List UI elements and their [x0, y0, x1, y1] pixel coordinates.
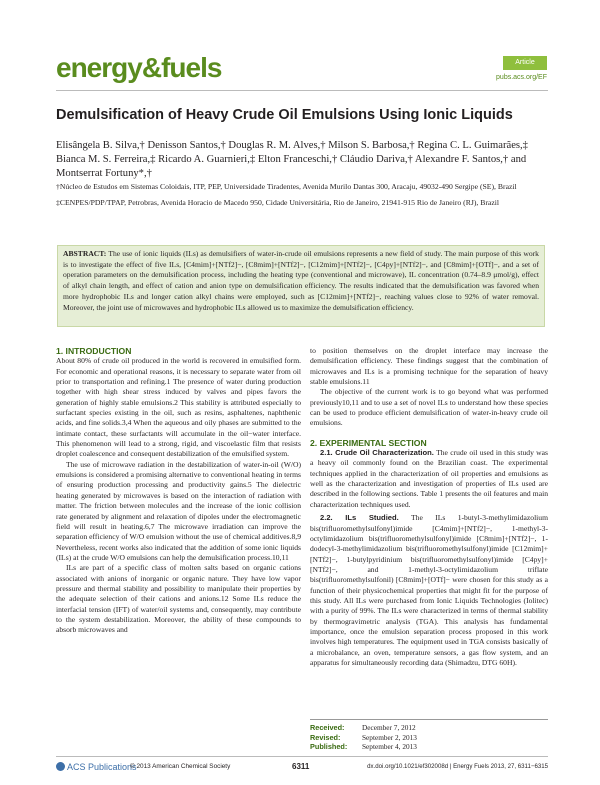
journal-logo [56, 52, 221, 84]
doi-citation[interactable]: dx.doi.org/10.1021/ef302008d | Energy Fuels 2013, 27, 6311−6315 [367, 763, 548, 770]
subsection-2-1-text: The crude oil used in this study was a heavy oil commonly found on the Brazilian coast. The experimental techniques applied in the characterization of oil properties and emulsions as well as the characterization and investigation of properties of ILs used are described in the following sections. Table 1 presents the oil features and main characterization techniques used. [310, 448, 548, 509]
subsection-2-2-label: 2.2. ILs Studied. [320, 513, 399, 523]
logo-fuels: fuels [161, 52, 222, 83]
section-experimental-heading: 2. EXPERIMENTAL SECTION [310, 437, 427, 448]
abstract-box [57, 245, 545, 327]
affiliations [56, 181, 550, 213]
intro-paragraph-1: About 80% of crude oil produced in the world is recovered in emulsified form. For economic and operational reasons, it is necessary to separate water from oil prior to transportation and refining.1 The presence of water during production together with high shear stress induced by valves and pipes favors the generation of highly stable emulsions.2 This stability is attributed especially to surfactant species existing in the oil, such as resins, asphaltenes, naphthenic acids, and fine solids.3,4 When the aqueous and oily phases are submitted to the intimate contact, these surfactants will accumulate in the oil−water interface. This phenomenon will lead to a strong, rigid, and viscoelastic film that resists droplet coalescence and consequent destabilization of the emulsified system. [56, 356, 301, 459]
date-published: Published: September 4, 2013 [310, 742, 417, 751]
date-received: Received: December 7, 2012 [310, 723, 416, 732]
date-revised: Revised: September 2, 2013 [310, 732, 417, 742]
intro-paragraph-2: The use of microwave radiation in the destabilization of water-in-oil (W/O) emulsions is considered a promising alternative to conventional heating in terms of ensuring production processing and productivity gains.5 The dielectric heating generated by microwaves is based on the interaction of radiation with matter. The friction between molecules and the increase of the ionic collision rate generated by alignment and relaxation of dipoles under the electromagnetic field will result in heating.6,7 The microwave irradiation can improve the separation efficiency of W/O emulsion without the use of chemical additives.8,9 Nevertheless, recent works also indicated that the addition of some ionic liquids (ILs) at the crude W/O emulsions can help the demulsification process.10,11 [56, 459, 301, 562]
copyright-notice: © 2013 American Chemical Society [130, 763, 231, 770]
intro-paragraph-3: ILs are part of a specific class of molten salts based on organic cations associated with anions of inorganic or organic nature. They have low vapor pressure and thermal stability and possibility to manipulate their properties by the adequate selection of their cations and anions.12 Some ILs reduce the interfacial tension (IFT) of water/oil systems and, consequently, may contribute to the system destabilization. Moreover, the ability of these compounds to absorb microwaves and [56, 563, 301, 635]
publication-dates [310, 719, 548, 752]
section-introduction-heading: 1. INTRODUCTION [56, 346, 132, 356]
paper-title: Demulsification of Heavy Crude Oil Emulsions Using Ionic Liquids [56, 107, 513, 123]
affiliation-1: †Núcleo de Estudos em Sistemas Coloidais, ITP, PEP, Universidade Tiradentes, Avenida Murilo Dantas 300, Aracaju, 49032-490 Sergipe (SE), Brazil [56, 182, 517, 191]
logo-ampersand: & [141, 52, 162, 83]
column-right [310, 346, 548, 668]
intro-paragraph-4: to position themselves on the droplet interface may increase the demulsification efficiency. These findings suggest that the combination of microwaves and ILs is a promising technique for the separation of heavy stable emulsions.11 [310, 346, 548, 387]
subsection-2-1 [310, 448, 548, 510]
author-list: Elisângela B. Silva,† Denisson Santos,† Douglas R. M. Alves,† Milson S. Barbosa,† Regina C. L. Guimarães,‡ Bianca M. S. Ferreira,‡ Ricardo A. Guarnieri,‡ Elton Franceschi,† Cláudio Dariva,† Alexandre F. Santos,† and Montserrat Fortuny*,† [56, 140, 528, 179]
abstract-text: The use of ionic liquids (ILs) as demulsifiers of water-in-crude oil emulsions represents a new field of study. The main purpose of this work is to investigate the effect of five ILs, [C4mim]+[NTf2]−, [C8mim]+[NTf2]−, [C12mim]+[NTf2]−, [C4py]+[NTf2]−, and [C8mim]+[OTf]−, and a set of operation parameters on the demulsification process, including the heating type (conventional and microwave), IL concentration (0.74–8.9 μmol/g), effect of alkyl chain length, and effect of cation and anion type on demulsification efficiency. The results indicated that the demulsification was favored when more hydrophobic ILs and longer cation alkyl chains were employed, such as [C12mim]+[NTf2]−, reaching values close to 92% of water removal. Moreover, the joint use of microwaves and hydrophobic ILs allowed us to maximize the demulsification efficiency. [63, 249, 539, 312]
page-number: 6311 [292, 762, 310, 771]
subsection-2-1-label: 2.1. Crude Oil Characterization. [320, 448, 434, 458]
intro-paragraph-5: The objective of the current work is to go beyond what was performed previously10,11 and to use a set of novel ILs to understand how these species can be used to produce efficient demulsification of water-in-heavy crude oil emulsions. [310, 387, 548, 428]
journal-url[interactable]: pubs.acs.org/EF [496, 74, 547, 81]
affiliation-2: ‡CENPES/PDP/TPAP, Petrobras, Avenida Horacio de Macedo 950, Cidade Universitária, Rio de Janeiro, 21941-915 Rio de Janeiro (RJ), Brazil [56, 198, 500, 207]
header-divider [56, 90, 548, 91]
subsection-2-2 [310, 513, 548, 668]
footer-divider [56, 756, 548, 757]
column-left [56, 346, 301, 636]
acs-logo-icon [56, 762, 65, 771]
logo-energy: energy [56, 52, 142, 83]
abstract-label: ABSTRACT: [63, 249, 107, 258]
publisher-logo: ACS Publications [56, 762, 137, 772]
subsection-2-2-text: The ILs 1-butyl-3-methylimidazolium bis(trifluoromethylsulfonyl)imide [C4mim]+[NTf2]−, 1-methyl-3-octylimidazolium bis(trifluoromethylsulfonyl)imide [C8mim]+[NTf2]−, 1-dodecyl-3-methylimidazolium bis(trifluoromethylsulfonyl)imide [C12mim]+[NTf2]−, 1-butylpyridinium bis(trifluoromethylsulfonyl)imide [C4py]+[NTf2]−, and 1-methyl-3-octylimidazolium triflate bis(trifluoromethylsulfonil) [C8mim]+[OTf]− were chosen for this study as a function of their physicochemical properties that might fit for the purpose of this study. All ILs were purchased from Ionic Liquids Technologies (Iolitec) with a purity of 99%. The ILs were characterized in terms of thermal stability by thermogravimetric analysis (TGA). This analysis has fundamental importance, once the emulsion separation process proposed in this work involves high temperatures. The equipment used in TGA consists basically of a microbalance, an oven, temperature sensors, a gas flow system, and an apparatus for simultaneously recording data (Shimadzu, DTG 60H). [310, 513, 548, 667]
article-type-badge: Article [503, 56, 547, 70]
